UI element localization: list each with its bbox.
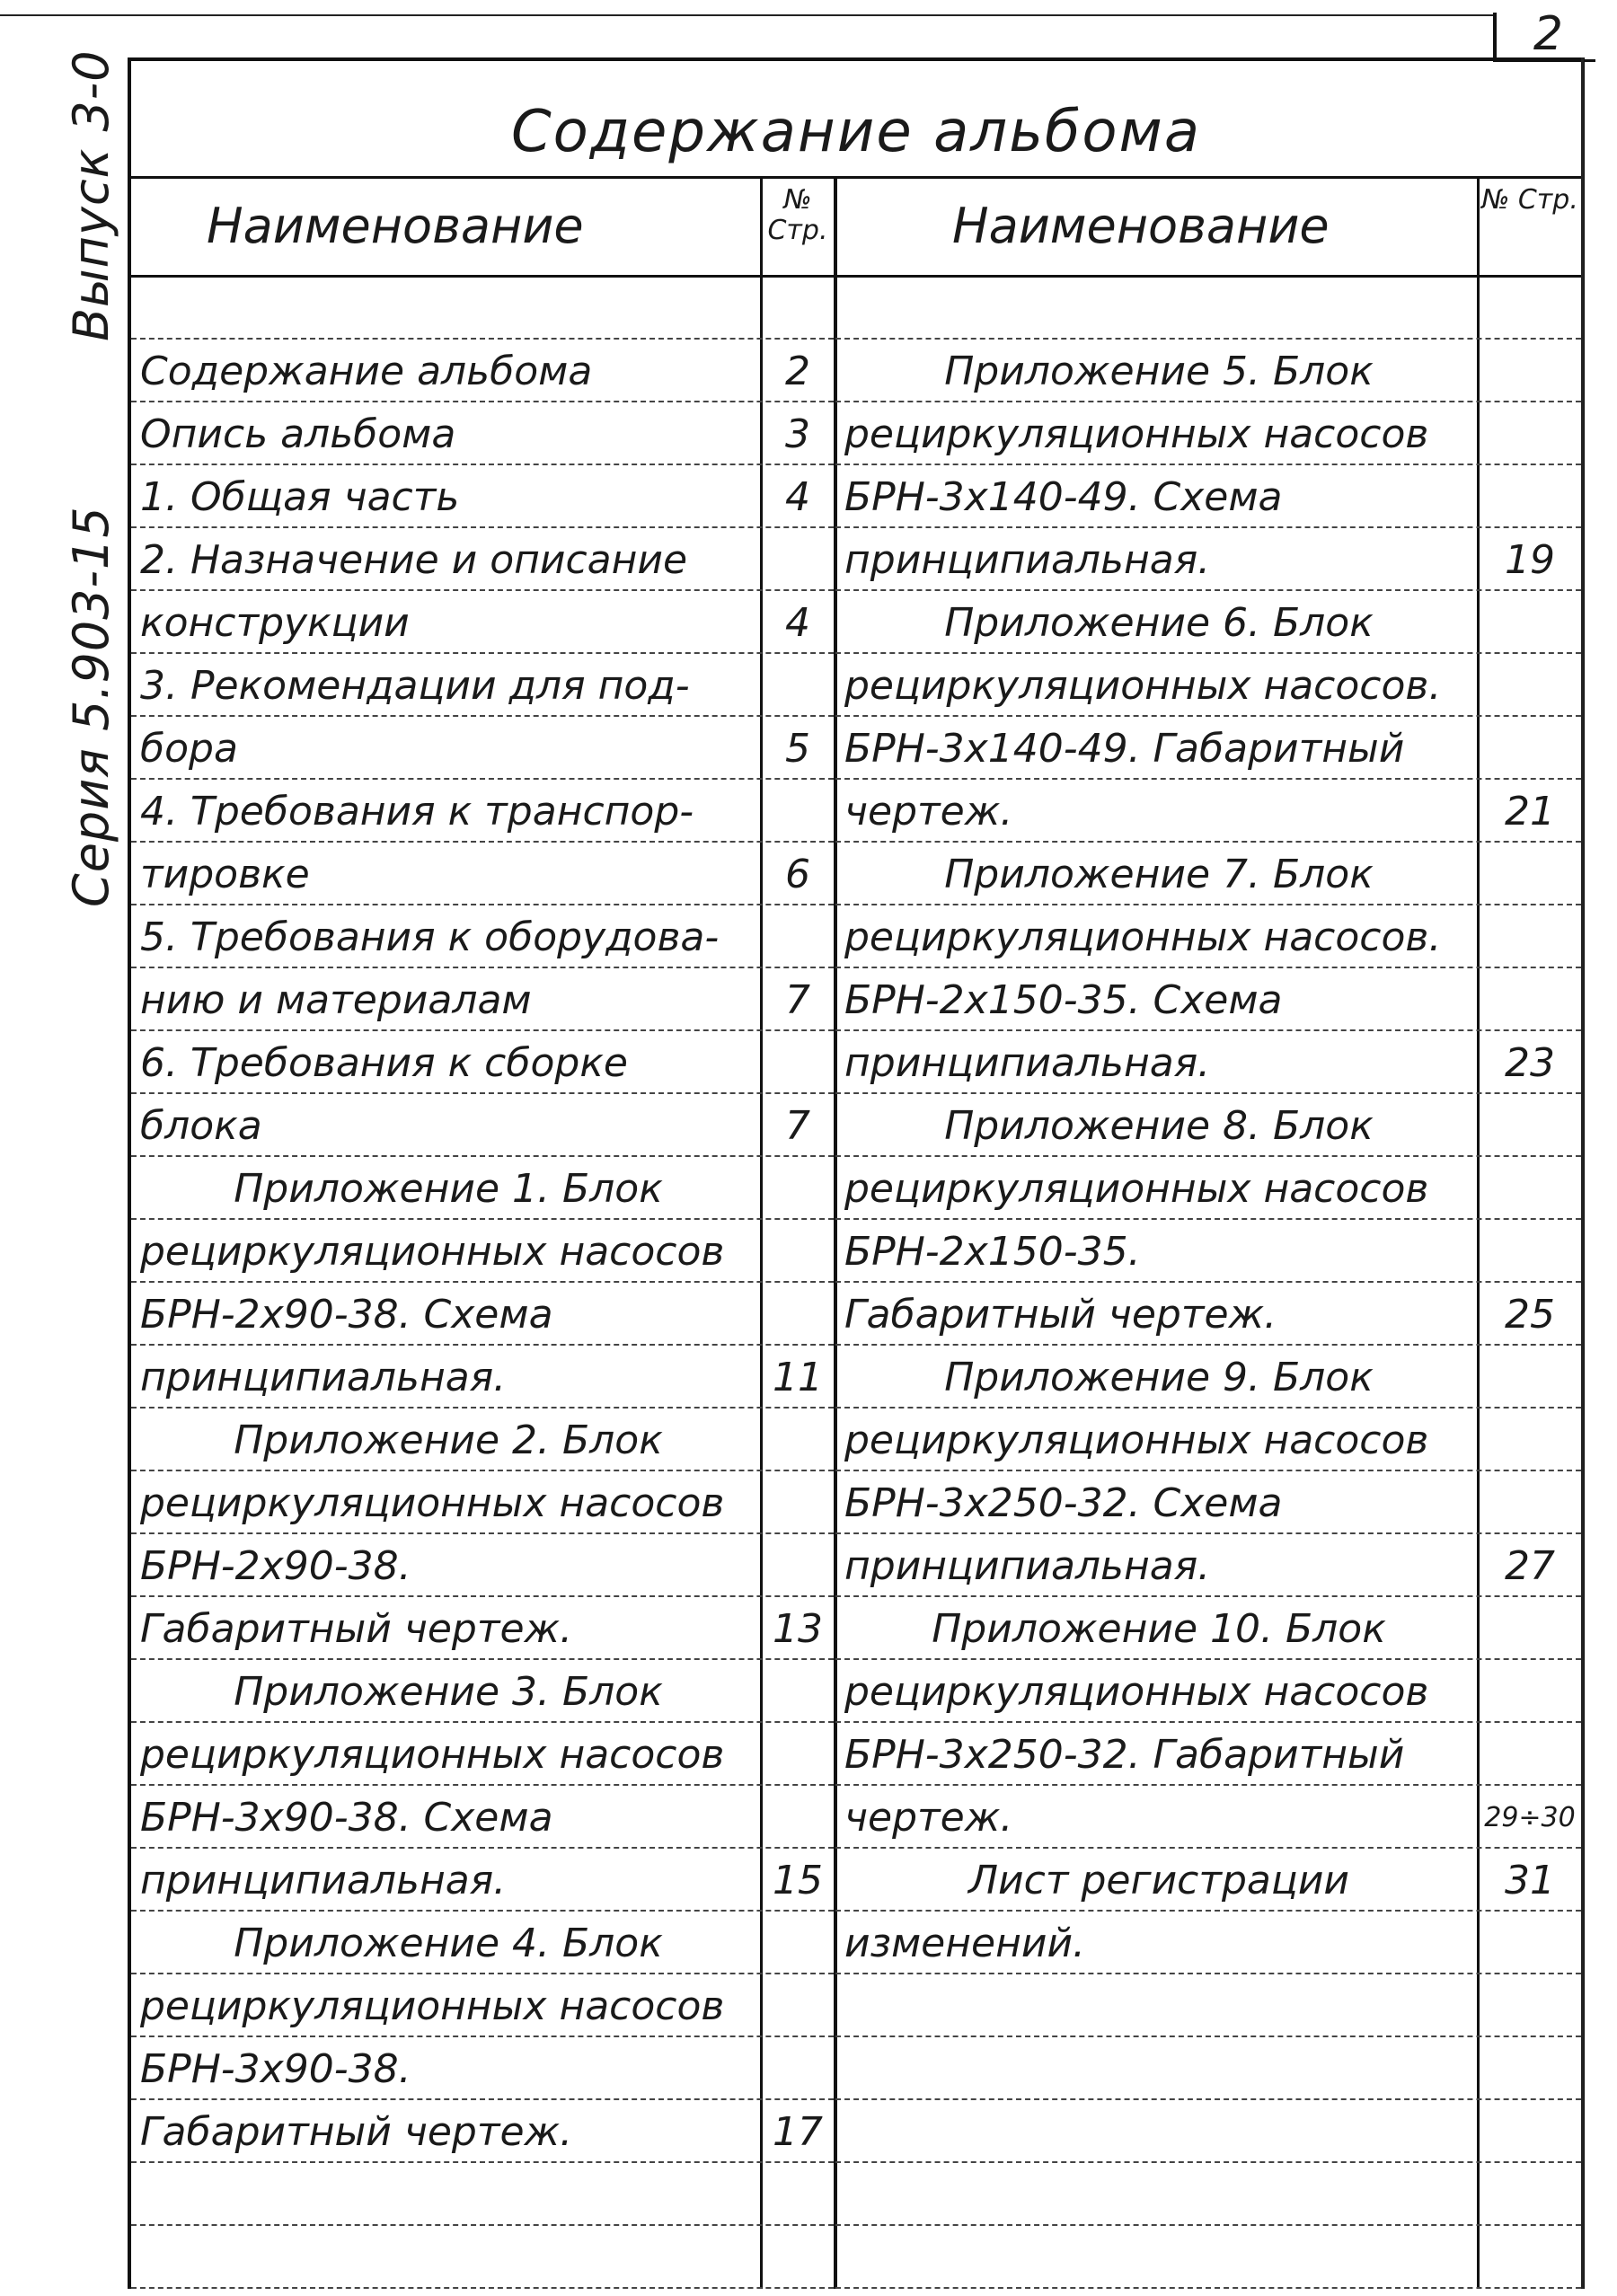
- row-line: [131, 1029, 834, 1031]
- header-page-right: № Стр.: [1481, 184, 1578, 216]
- row-line: [131, 778, 834, 780]
- row-line: [835, 1910, 1581, 1912]
- table-row-page: 19: [1505, 537, 1555, 583]
- table-row-text: Приложение 8. Блок: [944, 1103, 1374, 1149]
- row-line: [835, 652, 1581, 654]
- table-row-text: БРН-2х150-35. Схема: [844, 977, 1283, 1023]
- header-name-right: Наименование: [952, 198, 1330, 254]
- sheet-number-box: [1493, 7, 1595, 62]
- table-row-text: чертеж.: [844, 1795, 1013, 1841]
- table-row-page: 7: [785, 1103, 810, 1149]
- table-row-text: БРН-2х90-38. Схема: [140, 1292, 553, 1338]
- table-row-text: Приложение 4. Блок: [234, 1921, 663, 1966]
- row-line: [131, 1595, 834, 1597]
- header-name-left: Наименование: [207, 198, 584, 254]
- row-line: [835, 1470, 1581, 1471]
- table-row-text: принципиальная.: [140, 1858, 507, 1903]
- row-line: [835, 401, 1581, 402]
- table-row-text: принципиальная.: [844, 537, 1211, 583]
- table-row-text: 4. Требования к транспор-: [140, 789, 694, 835]
- row-line: [131, 464, 834, 465]
- table-row-text: 6. Требования к сборке: [140, 1040, 628, 1086]
- sheet-number: 2: [1533, 7, 1563, 61]
- table-row-page: 17: [773, 2109, 823, 2155]
- table-row-page: 4: [785, 600, 810, 646]
- table-row-text: 1. Общая часть: [140, 474, 460, 520]
- table-row-text: принципиальная.: [844, 1040, 1211, 1086]
- header-divider: [131, 275, 1581, 278]
- table-row-text: рециркуляционных насосов: [140, 1229, 725, 1275]
- row-line: [835, 1721, 1581, 1723]
- row-line: [131, 2161, 834, 2163]
- row-line: [835, 1092, 1581, 1094]
- table-row-page: 23: [1505, 1040, 1555, 1086]
- table-row-text: чертеж.: [844, 789, 1013, 835]
- table-row-text: Приложение 9. Блок: [944, 1355, 1374, 1400]
- table-row-text: БРН-3х140-49. Габаритный: [844, 726, 1405, 772]
- table-row-text: принципиальная.: [140, 1355, 507, 1400]
- row-line: [131, 1218, 834, 1220]
- table-row-text: рециркуляционных насосов: [844, 1166, 1429, 1212]
- table-row-page: 25: [1505, 1292, 1555, 1338]
- table-row-page: 13: [773, 1606, 823, 1652]
- header-page-left: № Стр.: [767, 184, 828, 246]
- table-row-text: Габаритный чертеж.: [140, 2109, 573, 2155]
- row-line: [835, 1155, 1581, 1157]
- row-line: [131, 652, 834, 654]
- table-row-page: 27: [1505, 1543, 1555, 1589]
- table-row-text: принципиальная.: [844, 1543, 1211, 1589]
- row-line: [131, 2098, 834, 2100]
- row-line: [131, 338, 834, 340]
- row-line: [131, 1532, 834, 1534]
- table-row-text: БРН-2х150-35.: [844, 1229, 1141, 1275]
- row-line: [835, 2035, 1581, 2037]
- table-row-text: рециркуляционных насосов: [140, 1732, 725, 1778]
- row-line: [131, 401, 834, 402]
- table-row-text: БРН-3х250-32. Схема: [844, 1480, 1283, 1526]
- table-row-text: Габаритный чертеж.: [844, 1292, 1277, 1338]
- table-row-text: рециркуляционных насосов: [140, 1480, 725, 1526]
- table-row-page: 29÷30: [1484, 1802, 1576, 1833]
- table-row-text: конструкции: [140, 600, 410, 646]
- table-row-text: рециркуляционных насосов: [844, 411, 1429, 457]
- side-label-series: Серия 5.903-15: [63, 506, 119, 907]
- row-line: [131, 1910, 834, 1912]
- table-row-text: Содержание альбома: [140, 349, 593, 394]
- table-row-page: 31: [1505, 1858, 1555, 1903]
- table-row-page: 7: [785, 977, 810, 1023]
- row-line: [131, 1092, 834, 1094]
- table-row-text: 5. Требования к оборудова-: [140, 914, 720, 960]
- table-row-text: Приложение 2. Блок: [234, 1417, 663, 1463]
- table-row-text: Лист регистрации: [968, 1858, 1350, 1903]
- table-row-text: 2. Назначение и описание: [140, 537, 688, 583]
- row-line: [835, 1784, 1581, 1786]
- row-line: [835, 464, 1581, 465]
- row-line: [131, 1344, 834, 1346]
- table-row-text: Приложение 3. Блок: [234, 1669, 663, 1715]
- table-row-page: 15: [773, 1858, 823, 1903]
- table-row-text: Опись альбома: [140, 411, 456, 457]
- row-line: [131, 2224, 834, 2226]
- table-row-text: Приложение 5. Блок: [944, 349, 1374, 394]
- row-line: [131, 904, 834, 905]
- table-row-text: Приложение 7. Блок: [944, 852, 1374, 897]
- row-line: [131, 1973, 834, 1974]
- row-line: [131, 526, 834, 528]
- table-row-text: рециркуляционных насосов.: [844, 663, 1442, 709]
- right-edge-line: [1581, 57, 1584, 2289]
- table-row-text: рециркуляционных насосов.: [844, 914, 1442, 960]
- row-line: [835, 778, 1581, 780]
- table-row-text: БРН-3х140-49. Схема: [844, 474, 1283, 520]
- table-row-text: тировке: [140, 852, 310, 897]
- table-row-text: БРН-3х90-38. Схема: [140, 1795, 553, 1841]
- row-line: [131, 1407, 834, 1409]
- row-line: [131, 1470, 834, 1471]
- row-line: [835, 1218, 1581, 1220]
- table-row-text: Габаритный чертеж.: [140, 1606, 573, 1652]
- row-line: [131, 1721, 834, 1723]
- row-line: [131, 2287, 834, 2289]
- table-row-text: Приложение 6. Блок: [944, 600, 1374, 646]
- title-divider: [131, 176, 1581, 179]
- row-line: [131, 1784, 834, 1786]
- row-line: [835, 2098, 1581, 2100]
- row-line: [835, 1847, 1581, 1849]
- row-line: [835, 2287, 1581, 2289]
- row-line: [131, 589, 834, 591]
- row-line: [835, 1344, 1581, 1346]
- row-line: [835, 1973, 1581, 1974]
- table-row-text: Приложение 10. Блок: [932, 1606, 1386, 1652]
- row-line: [835, 589, 1581, 591]
- row-line: [835, 1407, 1581, 1409]
- row-line: [835, 1532, 1581, 1534]
- row-line: [835, 1595, 1581, 1597]
- row-line: [835, 1029, 1581, 1031]
- row-line: [131, 1658, 834, 1660]
- row-line: [131, 1281, 834, 1283]
- table-row-text: блока: [140, 1103, 262, 1149]
- table-row-text: нию и материалам: [140, 977, 532, 1023]
- row-line: [131, 715, 834, 717]
- table-row-page: 21: [1505, 789, 1555, 835]
- row-line: [835, 2161, 1581, 2163]
- table-row-text: БРН-3х90-38.: [140, 2046, 411, 2092]
- row-line: [131, 1155, 834, 1157]
- row-line: [835, 1658, 1581, 1660]
- row-line: [835, 1281, 1581, 1283]
- top-border-line: [0, 14, 1493, 16]
- row-line: [835, 2224, 1581, 2226]
- row-line: [835, 715, 1581, 717]
- row-line: [835, 904, 1581, 905]
- row-line: [131, 841, 834, 843]
- side-label-issue: Выпуск 3-0: [63, 49, 119, 341]
- page-title: Содержание альбома: [510, 99, 1202, 165]
- row-line: [835, 967, 1581, 968]
- table-row-text: Приложение 1. Блок: [234, 1166, 663, 1212]
- row-line: [835, 841, 1581, 843]
- table-row-page: 4: [785, 474, 810, 520]
- table-row-text: изменений.: [844, 1921, 1086, 1966]
- table-row-text: БРН-3х250-32. Габаритный: [844, 1732, 1405, 1778]
- table-row-page: 5: [785, 726, 810, 772]
- row-line: [835, 338, 1581, 340]
- table-row-page: 6: [785, 852, 810, 897]
- table-row-text: рециркуляционных насосов: [844, 1417, 1429, 1463]
- table-row-text: БРН-2х90-38.: [140, 1543, 411, 1589]
- table-row-page: 11: [773, 1355, 823, 1400]
- row-line: [131, 1847, 834, 1849]
- row-line: [835, 526, 1581, 528]
- row-line: [131, 967, 834, 968]
- table-row-page: 2: [785, 349, 810, 394]
- table-row-page: 3: [785, 411, 810, 457]
- table-row-text: бора: [140, 726, 238, 772]
- row-line: [131, 2035, 834, 2037]
- table-row-text: 3. Рекомендации для под-: [140, 663, 690, 709]
- table-row-text: рециркуляционных насосов: [140, 1983, 725, 2029]
- table-row-text: рециркуляционных насосов: [844, 1669, 1429, 1715]
